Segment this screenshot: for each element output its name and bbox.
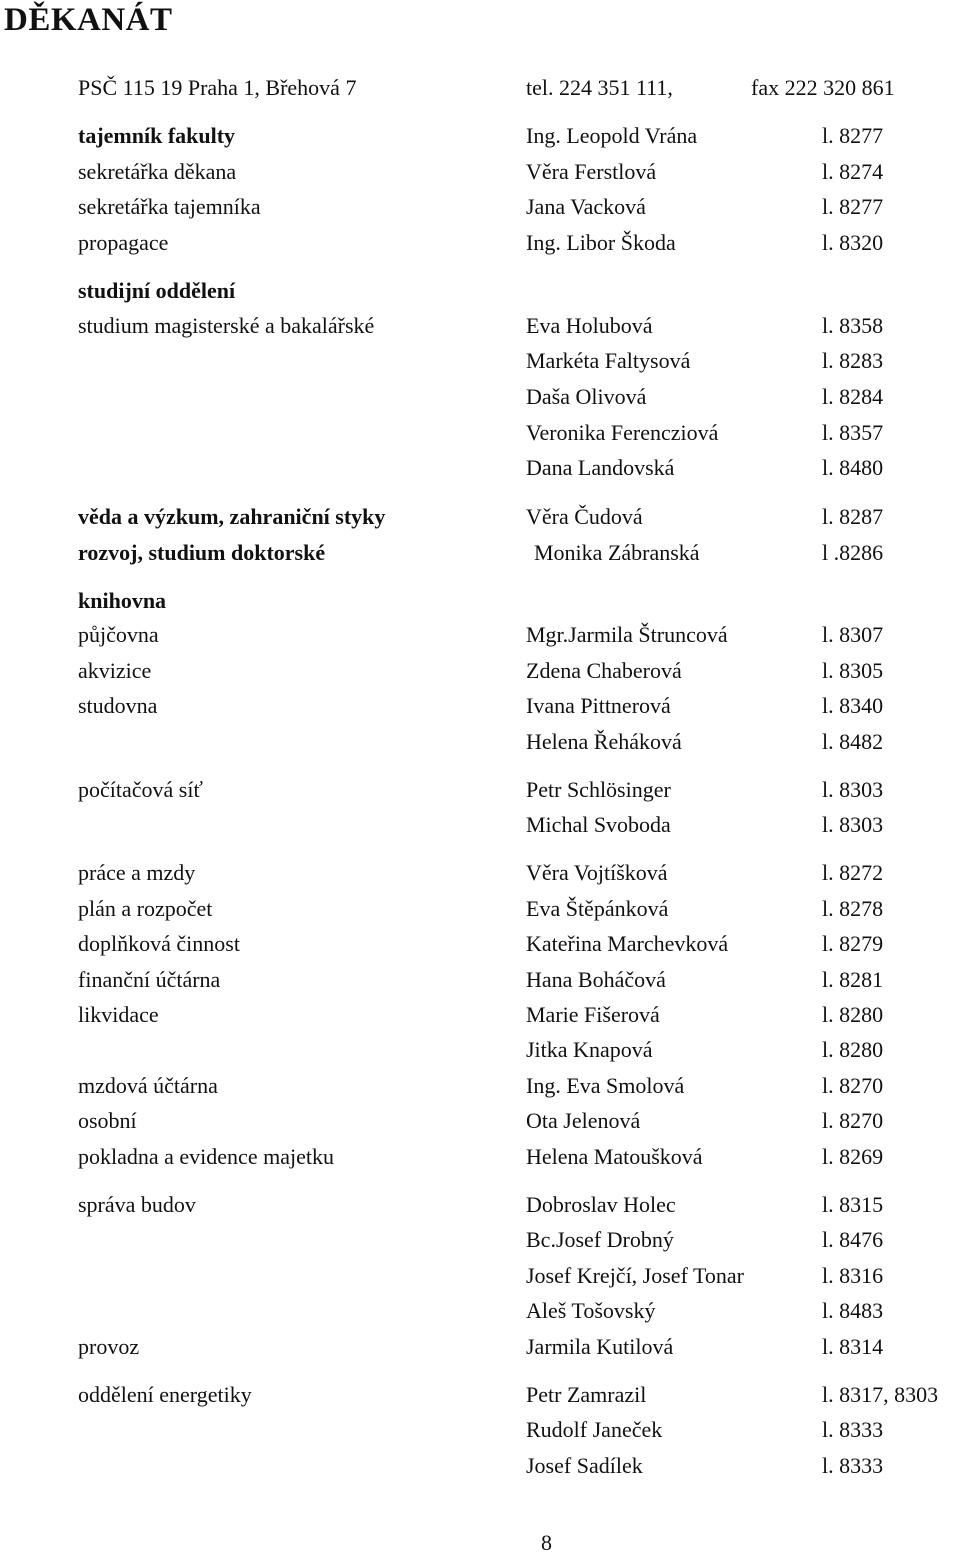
- staff-name: Josef Sadílek: [526, 1453, 643, 1478]
- staff-name: Michal Svoboda: [526, 812, 671, 837]
- phone-extension: l. 8482: [822, 729, 884, 754]
- staff-name: Monika Zábranská: [534, 540, 700, 565]
- department-label: studijní oddělení: [78, 278, 236, 303]
- department-label: oddělení energetiky: [78, 1382, 252, 1407]
- department-label: plán a rozpočet: [78, 896, 213, 921]
- staff-name: Jarmila Kutilová: [526, 1334, 674, 1359]
- phone-extension: l. 8303: [822, 812, 884, 837]
- department-label: propagace: [78, 230, 169, 255]
- page-title: DĚKANÁT: [4, 2, 173, 38]
- department-label: likvidace: [78, 1002, 159, 1027]
- phone-extension: l. 8358: [822, 313, 884, 338]
- phone-extension: l. 8333: [822, 1453, 884, 1478]
- staff-name: Jitka Knapová: [526, 1037, 653, 1062]
- department-label: knihovna: [78, 588, 167, 613]
- phone-extension: l. 8317, 8303: [822, 1382, 939, 1407]
- staff-name: Ivana Pittnerová: [526, 693, 671, 718]
- staff-name: Ing. Eva Smolová: [526, 1073, 685, 1098]
- staff-name: Dana Landovská: [526, 455, 675, 480]
- phone-extension: l. 8316: [822, 1263, 884, 1288]
- department-label: finanční účtárna: [78, 967, 221, 992]
- department-label: studovna: [78, 693, 158, 718]
- staff-name: Rudolf Janeček: [526, 1417, 663, 1442]
- department-label: věda a výzkum, zahraniční styky: [78, 504, 386, 529]
- department-label: studium magisterské a bakalářské: [78, 313, 375, 338]
- phone-extension: l. 8314: [822, 1334, 884, 1359]
- phone-extension: l. 8279: [822, 931, 884, 956]
- staff-name: Helena Matoušková: [526, 1144, 703, 1169]
- staff-name: Kateřina Marchevková: [526, 931, 729, 956]
- department-label: správa budov: [78, 1192, 196, 1217]
- phone-extension: l. 8483: [822, 1298, 884, 1323]
- phone-extension: l. 8357: [822, 420, 884, 445]
- staff-name: Ing. Leopold Vrána: [526, 123, 698, 148]
- staff-name: Ota Jelenová: [526, 1108, 641, 1133]
- staff-name: Věra Vojtíšková: [526, 860, 668, 885]
- phone-extension: l. 8287: [822, 504, 884, 529]
- staff-name: Eva Štěpánková: [526, 896, 669, 921]
- fax: fax 222 320 861: [751, 75, 895, 100]
- staff-name: Petr Schlösinger: [526, 777, 671, 802]
- phone-extension: l. 8270: [822, 1073, 884, 1098]
- phone-extension: l. 8281: [822, 967, 884, 992]
- phone-extension: l. 8272: [822, 860, 884, 885]
- staff-name: Bc.Josef Drobný: [526, 1227, 674, 1252]
- staff-name: Dobroslav Holec: [526, 1192, 676, 1217]
- staff-name: Marie Fišerová: [526, 1002, 660, 1027]
- phone-extension: l. 8480: [822, 455, 884, 480]
- staff-name: Jana Vacková: [526, 194, 646, 219]
- phone-extension: l .8286: [822, 540, 884, 565]
- staff-name: Josef Krejčí, Josef Tonar: [526, 1263, 744, 1288]
- phone-extension: l. 8303: [822, 777, 884, 802]
- department-label: osobní: [78, 1108, 137, 1133]
- staff-name: Eva Holubová: [526, 313, 653, 338]
- staff-name: Věra Čudová: [526, 504, 643, 529]
- phone-extension: l. 8280: [822, 1002, 884, 1027]
- department-label: půjčovna: [78, 622, 159, 647]
- staff-name: Veronika Ferencziová: [526, 420, 719, 445]
- phone-extension: l. 8278: [822, 896, 884, 921]
- phone-extension: l. 8283: [822, 348, 884, 373]
- phone-extension: l. 8269: [822, 1144, 884, 1169]
- department-label: rozvoj, studium doktorské: [78, 540, 326, 565]
- phone-extension: l. 8274: [822, 159, 884, 184]
- staff-name: Aleš Tošovský: [526, 1298, 656, 1323]
- staff-name: Hana Boháčová: [526, 967, 666, 992]
- staff-name: Markéta Faltysová: [526, 348, 691, 373]
- phone-extension: l. 8280: [822, 1037, 884, 1062]
- page-number: 8: [541, 1530, 552, 1555]
- phone-extension: l. 8315: [822, 1192, 884, 1217]
- department-label: sekretářka děkana: [78, 159, 237, 184]
- department-label: práce a mzdy: [78, 860, 196, 885]
- department-label: doplňková činnost: [78, 931, 240, 956]
- phone-extension: l. 8333: [822, 1417, 884, 1442]
- phone-extension: l. 8340: [822, 693, 884, 718]
- staff-name: Věra Ferstlová: [526, 159, 657, 184]
- telephone: tel. 224 351 111,: [526, 75, 673, 100]
- phone-extension: l. 8284: [822, 384, 884, 409]
- phone-extension: l. 8476: [822, 1227, 884, 1252]
- department-label: počítačová síť: [78, 777, 203, 802]
- staff-name: Zdena Chaberová: [526, 658, 682, 683]
- staff-name: Ing. Libor Škoda: [526, 230, 676, 255]
- address: PSČ 115 19 Praha 1, Břehová 7: [78, 75, 357, 100]
- department-label: akvizice: [78, 658, 152, 683]
- department-label: provoz: [78, 1334, 140, 1359]
- department-label: mzdová účtárna: [78, 1073, 218, 1098]
- phone-extension: l. 8305: [822, 658, 884, 683]
- staff-name: Mgr.Jarmila Štruncová: [526, 622, 728, 647]
- staff-name: Daša Olivová: [526, 384, 647, 409]
- staff-name: Helena Řeháková: [526, 729, 682, 754]
- department-label: tajemník fakulty: [78, 123, 236, 148]
- phone-extension: l. 8277: [822, 194, 884, 219]
- department-label: pokladna a evidence majetku: [78, 1144, 334, 1169]
- phone-extension: l. 8277: [822, 123, 884, 148]
- staff-name: Petr Zamrazil: [526, 1382, 647, 1407]
- phone-extension: l. 8307: [822, 622, 884, 647]
- phone-extension: l. 8270: [822, 1108, 884, 1133]
- phone-extension: l. 8320: [822, 230, 884, 255]
- department-label: sekretářka tajemníka: [78, 194, 261, 219]
